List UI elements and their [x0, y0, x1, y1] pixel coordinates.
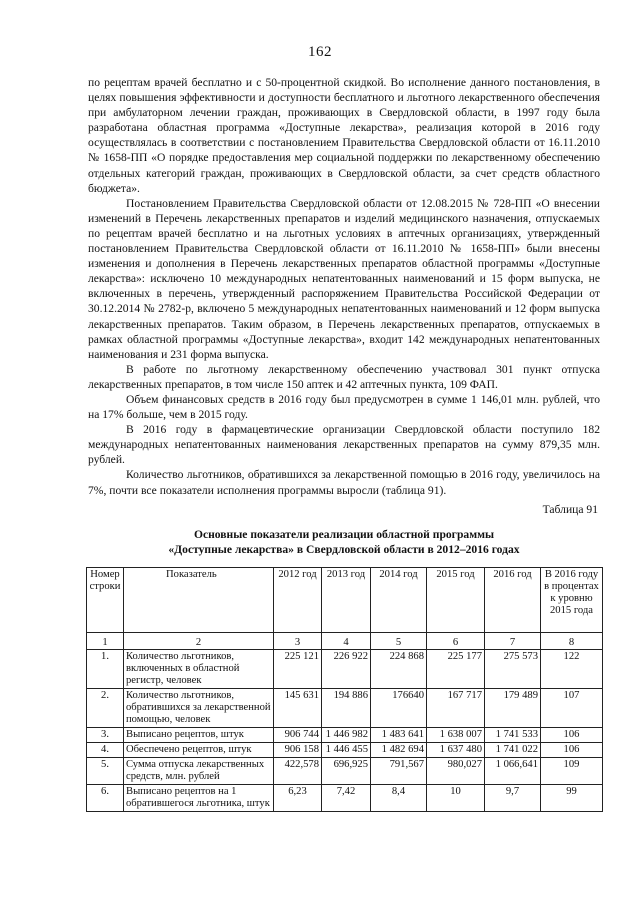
table-row — [87, 728, 603, 743]
percent-cell: 109 — [541, 758, 603, 785]
header-2013: 2013 год — [322, 568, 371, 633]
table-title — [88, 527, 600, 557]
value-2016-cell: 9,7 — [485, 785, 541, 812]
table-row — [87, 743, 603, 758]
indicators-table — [86, 567, 603, 812]
value-2015-cell: 1 637 480 — [427, 743, 485, 758]
table-container — [86, 567, 602, 812]
header-row-number: Номер строки — [87, 568, 124, 633]
paragraph: по рецептам врачей бесплатно и с 50-процентной скидкой. Во исполнение данного постановления, в целях повышения эффективности и доступности бесплатного и льготного лекарственного обеспечения при амбулаторном лечении граждан, проживающих в Свердловской области, в 1997 году была разработана областная программа «Доступные лекарства», реализация которой в 2016 году осуществлялась в соответствии с постановлением Правительства Свердловской области от 16.11.2010 № 1658-ПП «О порядке предоставления мер социальной поддержки по лекарственному обеспечению отдельных категорий граждан, проживающих в Свердловской области, за счет средств областного бюджета». — [88, 76, 600, 195]
paragraph: Количество льготников, обратившихся за лекарственной помощью в 2016 году, увеличилось на 7%, почти все показатели исполнения программы выросли (таблица 91). — [88, 468, 600, 497]
row-number-cell: 4. — [87, 743, 124, 758]
value-2013-cell: 7,42 — [322, 785, 371, 812]
table-title-line: Основные показатели реализации областной программы — [193, 528, 495, 541]
row-number-cell: 3. — [87, 728, 124, 743]
paragraph: Постановлением Правительства Свердловской области от 12.08.2015 № 728-ПП «О внесении изменений в Перечень лекарственных препаратов и изделий медицинского назначения, отпускаемых по рецептам врачей бесплатно и на льготных условиях в аптечных организациях, утвержденный постановлением Правительства Свердловской области от 16.11.2010 № 1658-ПП» были внесены изменения и дополнения в Перечень лекарственных препаратов областной программы «Доступные лекарства»: исключено 10 международных непатентованных наименований и 15 форм выпуска, не включенных в перечень, утвержденный распоряжением Правительства Российской Федерации от 30.12.2014 № 2782-р, включено 5 международных непатентованных наименований и 12 форм выпуска лекарственных препаратов. Таким образом, в Перечень лекарственных препаратов, отпускаемых в рамках областной программы «Доступные лекарства», входит 142 международных непатентованных наименования и 231 форма выпуска. — [88, 196, 600, 361]
value-2015-cell: 167 717 — [427, 689, 485, 728]
header-2015: 2015 год — [427, 568, 485, 633]
paragraph: Объем финансовых средств в 2016 году был предусмотрен в сумме 1 146,01 млн. рублей, что на 17% больше, чем в 2015 году. — [88, 392, 600, 422]
value-2014-cell: 1 483 641 — [371, 728, 427, 743]
value-2013-cell: 1 446 455 — [322, 743, 371, 758]
table-label: Таблица 91 — [542, 503, 598, 516]
table-row — [87, 758, 603, 785]
column-index-cell: 6 — [427, 633, 485, 650]
body-text — [88, 75, 600, 498]
value-2014-cell: 1 482 694 — [371, 743, 427, 758]
table-row — [87, 785, 603, 812]
paragraph: В 2016 году в фармацевтические организации Свердловской области поступило 182 международных непатентованных наименования лекарственных препаратов на сумму 879,35 млн. рублей. — [88, 423, 600, 467]
percent-cell: 107 — [541, 689, 603, 728]
paragraph: В работе по льготному лекарственному обеспечению участвовал 301 пункт отпуска лекарственных препаратов, в том числе 150 аптек и 42 аптечных пункта, 109 ФАП. — [88, 362, 600, 391]
value-2013-cell: 1 446 982 — [322, 728, 371, 743]
percent-cell: 99 — [541, 785, 603, 812]
column-index-cell: 2 — [124, 633, 274, 650]
value-2012-cell: 906 158 — [274, 743, 322, 758]
value-2014-cell: 791,567 — [371, 758, 427, 785]
header-indicator: Показатель — [124, 568, 274, 633]
value-2014-cell: 224 868 — [371, 650, 427, 689]
value-2012-cell: 225 121 — [274, 650, 322, 689]
value-2012-cell: 906 744 — [274, 728, 322, 743]
value-2013-cell: 194 886 — [322, 689, 371, 728]
page-number: 162 — [308, 44, 332, 60]
value-2012-cell: 422,578 — [274, 758, 322, 785]
indicator-cell: Выписано рецептов, штук — [124, 728, 274, 743]
percent-cell: 122 — [541, 650, 603, 689]
column-index-row — [87, 633, 603, 650]
column-index-cell: 1 — [87, 633, 124, 650]
row-number-cell: 2. — [87, 689, 124, 728]
value-2012-cell: 6,23 — [274, 785, 322, 812]
table-title-line: «Доступные лекарства» в Свердловской области в 2012–2016 годах — [168, 543, 520, 556]
column-index-cell: 5 — [371, 633, 427, 650]
header-2012: 2012 год — [274, 568, 322, 633]
column-index-cell: 4 — [322, 633, 371, 650]
header-percent: В 2016 году в процентах к уровню 2015 года — [541, 568, 603, 633]
table-row — [87, 650, 603, 689]
indicator-cell: Обеспечено рецептов, штук — [124, 743, 274, 758]
value-2016-cell: 1 741 533 — [485, 728, 541, 743]
value-2016-cell: 1 741 022 — [485, 743, 541, 758]
percent-cell: 106 — [541, 743, 603, 758]
indicator-cell: Выписано рецептов на 1 обратившегося льготника, штук — [124, 785, 274, 812]
column-index-cell: 3 — [274, 633, 322, 650]
row-number-cell: 1. — [87, 650, 124, 689]
value-2015-cell: 980,027 — [427, 758, 485, 785]
indicator-cell: Количество льготников, включенных в областной регистр, человек — [124, 650, 274, 689]
value-2013-cell: 226 922 — [322, 650, 371, 689]
value-2016-cell: 179 489 — [485, 689, 541, 728]
value-2015-cell: 225 177 — [427, 650, 485, 689]
header-2014: 2014 год — [371, 568, 427, 633]
table-row — [87, 689, 603, 728]
row-number-cell: 5. — [87, 758, 124, 785]
value-2013-cell: 696,925 — [322, 758, 371, 785]
value-2012-cell: 145 631 — [274, 689, 322, 728]
value-2014-cell: 8,4 — [371, 785, 427, 812]
indicator-cell: Сумма отпуска лекарственных средств, млн. рублей — [124, 758, 274, 785]
value-2015-cell: 1 638 007 — [427, 728, 485, 743]
value-2016-cell: 275 573 — [485, 650, 541, 689]
column-index-cell: 8 — [541, 633, 603, 650]
value-2014-cell: 176640 — [371, 689, 427, 728]
percent-cell: 106 — [541, 728, 603, 743]
value-2016-cell: 1 066,641 — [485, 758, 541, 785]
value-2015-cell: 10 — [427, 785, 485, 812]
table-header-row — [87, 568, 603, 633]
header-2016: 2016 год — [485, 568, 541, 633]
column-index-cell: 7 — [485, 633, 541, 650]
row-number-cell: 6. — [87, 785, 124, 812]
indicator-cell: Количество льготников, обратившихся за лекарственной помощью, человек — [124, 689, 274, 728]
